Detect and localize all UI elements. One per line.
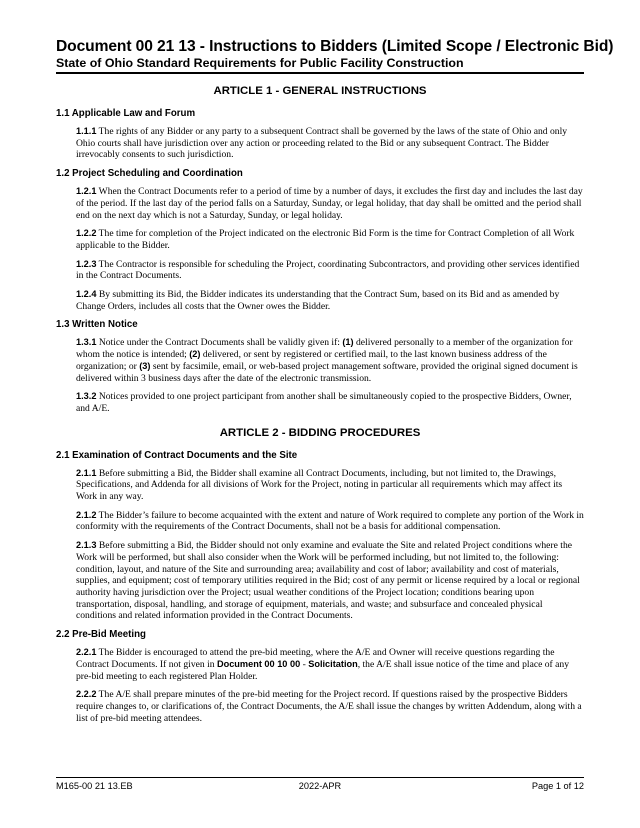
paragraph-text: Notices provided to one project participant from another shall be simultaneously copied to the prospective Bidders, Owner, and A/E. — [76, 391, 572, 414]
text-run: The Bidder is encouraged to attend the pre-bid meeting, where the A/E and Owner will receive questions regarding the Contract Documents. If not given in — [76, 647, 555, 670]
paragraph-number: 1.2.4 — [76, 289, 97, 300]
paragraph — [76, 126, 584, 161]
footer-document-code: M165-00 21 13.EB — [56, 781, 133, 791]
document-header — [56, 38, 614, 71]
paragraph-number: 1.1.1 — [76, 126, 97, 136]
article-heading: ARTICLE 2 - BIDDING PROCEDURES — [219, 426, 421, 439]
bold-text-run: Solicitation — [308, 658, 358, 669]
paragraph — [76, 259, 584, 282]
paragraph — [76, 540, 584, 622]
paragraph-number: 1.2.3 — [76, 258, 97, 269]
paragraph — [76, 391, 584, 414]
footer-page-number: Page 1 of 12 — [531, 781, 584, 791]
paragraph — [76, 468, 584, 503]
text-run: sent by facsimile, email, or web-based project management software, provided the original signed document is delivered within 3 business days after the date of the electronic transmission. — [76, 360, 578, 384]
document-body — [56, 84, 584, 731]
text-run: delivered personally to a member of the organization for whom the notice is intended; — [76, 337, 573, 361]
paragraph-text: The Bidder’s failure to become acquainted with the extent and nature of Work required to complete any portion of the Work in conformity with the requirements of the Contract Documents, shall not be a basis for additional compensation. — [76, 509, 584, 533]
section-heading: 2.1 Examination of Contract Documents and the Site — [56, 449, 298, 461]
paragraph-text: By submitting its Bid, the Bidder indicates its understanding that the Contract Sum, based on its Bid and as amended by Change Orders, includes all costs that the Owner owes the Bidder. — [76, 289, 560, 312]
paragraph-text: Before submitting a Bid, the Bidder shall examine all Contract Documents, including, but not limited to, the Drawings, Specifications, and Addenda for all divisions of Work for the Project, noting in particular all requirements which may affect its Work in any way. — [76, 467, 563, 503]
paragraph-number: 1.2.2 — [76, 228, 97, 239]
paragraph-number: 1.3.1 — [76, 337, 97, 348]
paragraph — [76, 689, 584, 724]
paragraph-number: 2.1.3 — [76, 540, 97, 551]
paragraph-number: 1.2.1 — [76, 186, 97, 197]
header-rule — [56, 72, 584, 74]
paragraph-text: The Contractor is responsible for scheduling the Project, coordinating Subcontractors, and providing other services identified in the Contract Documents. — [76, 258, 580, 282]
footer-date: 2022-APR — [298, 781, 342, 791]
paragraph — [76, 186, 584, 221]
paragraph-text: The A/E shall prepare minutes of the pre-bid meeting for the Project record. If questions raised by the prospective Bidders require changes to, or clarifications of, the Contract Documents, the A/E shall issue the changes by written Addendum, along with a list of pre-bid meeting attendees. — [76, 689, 582, 724]
text-run: delivered, or sent by registered or certified mail, to the last known business address of the organization; or — [76, 349, 547, 372]
article-heading: ARTICLE 1 - GENERAL INSTRUCTIONS — [213, 85, 427, 97]
section-heading: 1.2 Project Scheduling and Coordination — [56, 168, 243, 180]
footer-rule — [56, 777, 584, 778]
bold-text-run: (2) — [189, 349, 201, 360]
section-heading: 1.3 Written Notice — [56, 319, 138, 331]
paragraph-number: 2.2.2 — [76, 689, 97, 700]
paragraph — [76, 647, 584, 682]
section-heading: 2.2 Pre-Bid Meeting — [56, 629, 146, 641]
paragraph — [76, 510, 584, 533]
bold-text-run: Document 00 10 00 — [216, 658, 301, 669]
paragraph-text: The time for completion of the Project indicated on the electronic Bid Form is the time for Contract Completion of all Work applicable to the Bidder. — [76, 228, 575, 251]
document-title: Document 00 21 13 - Instructions to Bidders (Limited Scope / Electronic Bid) — [56, 38, 614, 55]
document-subtitle: State of Ohio Standard Requirements for Public Facility Construction — [56, 56, 464, 70]
paragraph-number: 2.1.1 — [76, 467, 97, 478]
paragraph — [76, 337, 584, 384]
bold-text-run: (1) — [342, 337, 354, 348]
section-heading: 1.1 Applicable Law and Forum — [56, 108, 196, 119]
text-run: , the A/E shall issue notice of the time and place of any pre-bid meeting to each registered Plan Holder. — [76, 658, 569, 682]
paragraph-number: 2.1.2 — [76, 509, 97, 520]
paragraph — [76, 228, 584, 251]
paragraph-text: Before submitting a Bid, the Bidder should not only examine and evaluate the Site and related Project conditions where the Work will be performed, but shall also consider when the Work will be performed including, but not limited to, the following: condition, layout, and nature of the Site and surrounding area; availability and cost of labor; availability and cost of materials, supplies, and equipment; cost of temporary utilities required in the Bid; cost of any permit or license required by a local or regional authority having jurisdiction over the Project; usual weather conditions of the Project location; conditions bearing upon transportation, disposal, handling, and storage of equipment, materials, and waste; and subsurface and concealed physical conditions and related information provided in the Contract Documents. — [76, 540, 580, 622]
paragraph-text: The rights of any Bidder or any party to a subsequent Contract shall be governed by the laws of the state of Ohio and only Ohio courts shall have jurisdiction over any action or proceeding related to the Bid or any subsequent Contract. The Bidder irrevocably consents to such jurisdiction. — [76, 126, 568, 161]
paragraph-number: 2.2.1 — [76, 647, 97, 658]
text-run: - — [300, 658, 309, 670]
paragraph-text: When the Contract Documents refer to a period of time by a number of days, it excludes the first day and includes the last day of the period. If the last day of the period falls on a Saturday, Sunday, or legal holiday, that day shall be omitted and the period shall end on the next day which is not a Saturday, Sunday, or legal holiday. — [76, 186, 583, 221]
paragraph — [76, 289, 584, 312]
paragraph-number: 1.3.2 — [76, 391, 97, 402]
text-run: Notice under the Contract Documents shall be validly given if: — [96, 337, 343, 349]
bold-text-run: (3) — [139, 360, 151, 371]
